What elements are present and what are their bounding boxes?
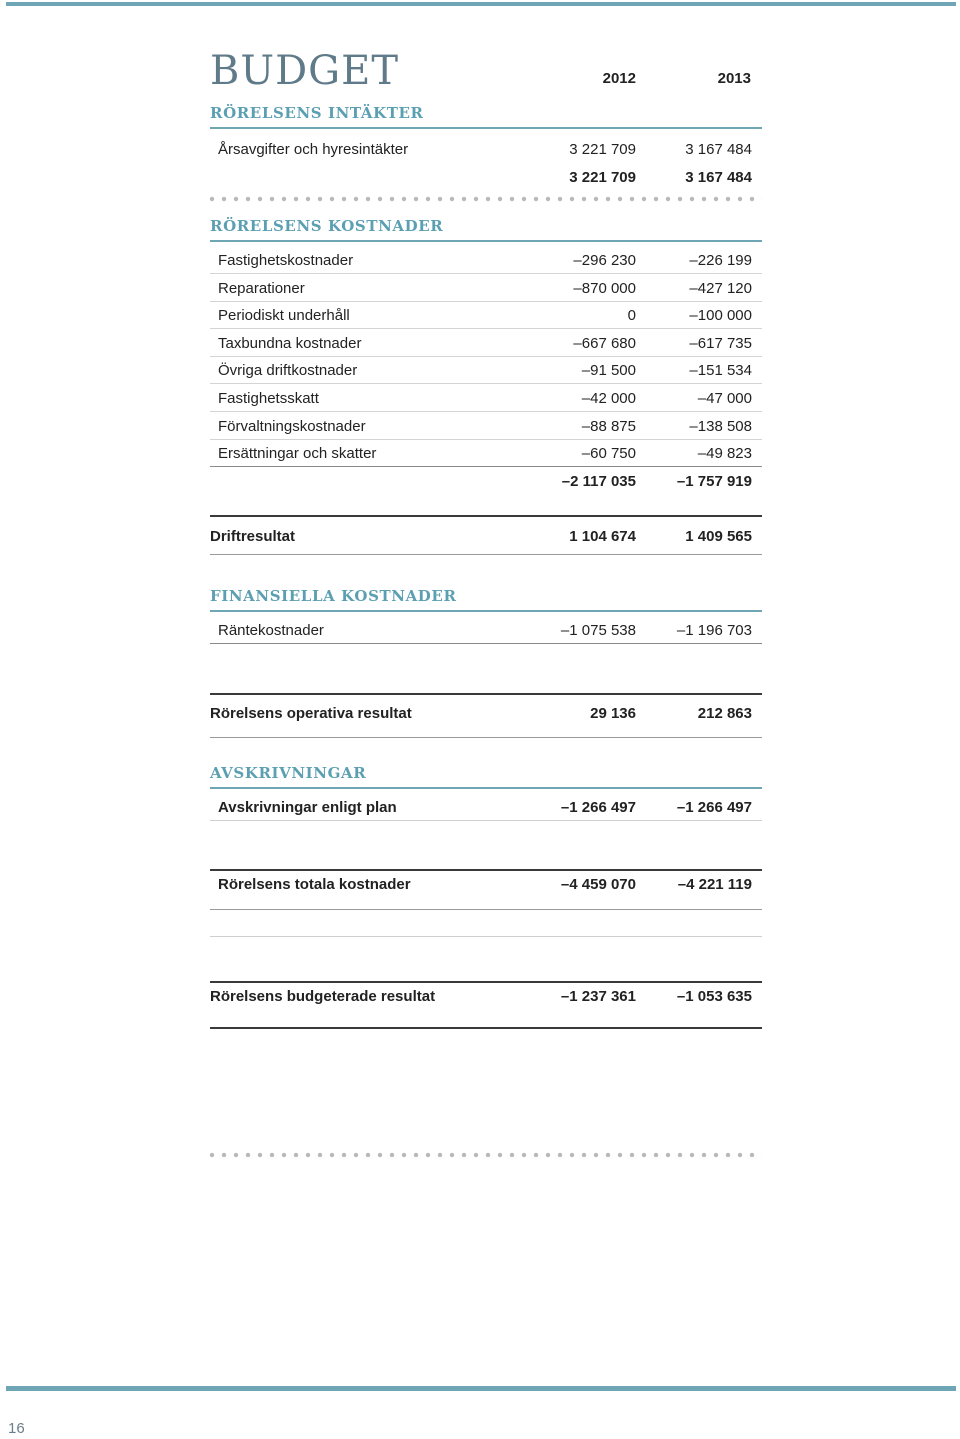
row-label: Fastighetsskatt bbox=[218, 390, 319, 407]
value-2012: –667 680 bbox=[573, 335, 636, 352]
divider bbox=[210, 936, 762, 937]
value-2012: –60 750 bbox=[581, 445, 636, 462]
row-label: Rörelsens budgeterade resultat bbox=[210, 988, 436, 1005]
value-2013: –226 199 bbox=[689, 252, 752, 269]
row-label: Fastighetskostnader bbox=[218, 252, 354, 269]
divider bbox=[210, 909, 762, 910]
value-2013: –4 221 119 bbox=[677, 876, 752, 893]
row-label: Rörelsens totala kostnader bbox=[218, 876, 411, 893]
value-2012: –1 075 538 bbox=[560, 622, 636, 639]
table-row bbox=[210, 136, 762, 163]
value-2013: –138 508 bbox=[689, 418, 752, 435]
value-2013: –427 120 bbox=[689, 280, 752, 297]
result-row-operativa bbox=[210, 700, 762, 727]
value-2012: 0 bbox=[627, 307, 636, 324]
subtotal-2013: –1 757 919 bbox=[676, 473, 752, 490]
table-row bbox=[210, 617, 762, 644]
row-label: Ersättningar och skatter bbox=[218, 445, 377, 462]
value-2012: –88 875 bbox=[581, 418, 636, 435]
subtotal-row bbox=[210, 468, 762, 495]
value-2012: –4 459 070 bbox=[560, 876, 636, 893]
result-row-driftresultat bbox=[210, 523, 762, 550]
value-2013: 3 167 484 bbox=[685, 141, 752, 158]
table-row bbox=[210, 302, 762, 329]
value-2013: –1 266 497 bbox=[676, 799, 752, 816]
section-heading-finansiella: FINANSIELLA KOSTNADER bbox=[210, 587, 762, 612]
page-number: 16 bbox=[8, 1420, 25, 1437]
value-2012: –1 237 361 bbox=[560, 988, 636, 1005]
value-2013: –151 534 bbox=[689, 362, 752, 379]
row-label: Övriga driftkostnader bbox=[218, 362, 358, 379]
value-2013: –1 196 703 bbox=[676, 622, 752, 639]
table-row bbox=[210, 275, 762, 302]
table-row bbox=[210, 330, 762, 357]
value-2013: –49 823 bbox=[697, 445, 752, 462]
column-header-2013: 2013 bbox=[717, 70, 751, 87]
table-row bbox=[210, 357, 762, 384]
row-label: Förvaltningskostnader bbox=[218, 418, 366, 435]
section-heading-intakter: RÖRELSENS INTÄKTER bbox=[210, 104, 762, 129]
value-2013: –1 053 635 bbox=[676, 988, 752, 1005]
row-label: Driftresultat bbox=[210, 528, 296, 545]
page-title: BUDGET bbox=[210, 48, 400, 94]
row-label: Räntekostnader bbox=[218, 622, 324, 639]
value-2012: –296 230 bbox=[573, 252, 636, 269]
value-2012: –1 266 497 bbox=[560, 799, 636, 816]
value-2012: 3 221 709 bbox=[569, 141, 636, 158]
table-row bbox=[210, 247, 762, 274]
value-2013: –47 000 bbox=[697, 390, 752, 407]
value-2012: –42 000 bbox=[581, 390, 636, 407]
table-row bbox=[210, 440, 762, 467]
row-label: Reparationer bbox=[218, 280, 305, 297]
value-2013: –100 000 bbox=[689, 307, 752, 324]
result-row-totala-kostnader bbox=[210, 871, 762, 898]
table-row bbox=[210, 385, 762, 412]
divider bbox=[210, 1027, 762, 1029]
value-2012: –91 500 bbox=[581, 362, 636, 379]
row-label: Årsavgifter och hyresintäkter bbox=[218, 141, 409, 158]
row-label: Avskrivningar enligt plan bbox=[218, 799, 397, 816]
value-2013: –617 735 bbox=[689, 335, 752, 352]
value-2012: 29 136 bbox=[590, 705, 636, 722]
divider bbox=[210, 515, 762, 517]
value-2012: –870 000 bbox=[573, 280, 636, 297]
section-heading-avskrivningar: AVSKRIVNINGAR bbox=[210, 764, 762, 789]
value-2013: 1 409 565 bbox=[685, 528, 752, 545]
top-accent-bar bbox=[6, 2, 956, 6]
subtotal-2012: 3 221 709 bbox=[569, 169, 636, 186]
row-label: Taxbundna kostnader bbox=[218, 335, 362, 352]
table-row bbox=[210, 794, 762, 821]
dotted-divider bbox=[206, 1152, 762, 1158]
subtotal-2013: 3 167 484 bbox=[685, 169, 752, 186]
table-row bbox=[210, 413, 762, 440]
divider bbox=[210, 737, 762, 738]
value-2012: 1 104 674 bbox=[569, 528, 636, 545]
divider bbox=[210, 693, 762, 695]
subtotal-2012: –2 117 035 bbox=[561, 473, 636, 490]
row-label: Periodiskt underhåll bbox=[218, 307, 350, 324]
result-row-budgeterade-resultat bbox=[210, 983, 762, 1010]
dotted-divider bbox=[206, 196, 762, 202]
divider bbox=[210, 554, 762, 555]
subtotal-row bbox=[210, 164, 762, 191]
row-label: Rörelsens operativa resultat bbox=[210, 705, 412, 722]
section-heading-kostnader: RÖRELSENS KOSTNADER bbox=[210, 217, 762, 242]
bottom-accent-bar bbox=[6, 1386, 956, 1391]
value-2013: 212 863 bbox=[697, 705, 752, 722]
column-header-2012: 2012 bbox=[602, 70, 636, 87]
